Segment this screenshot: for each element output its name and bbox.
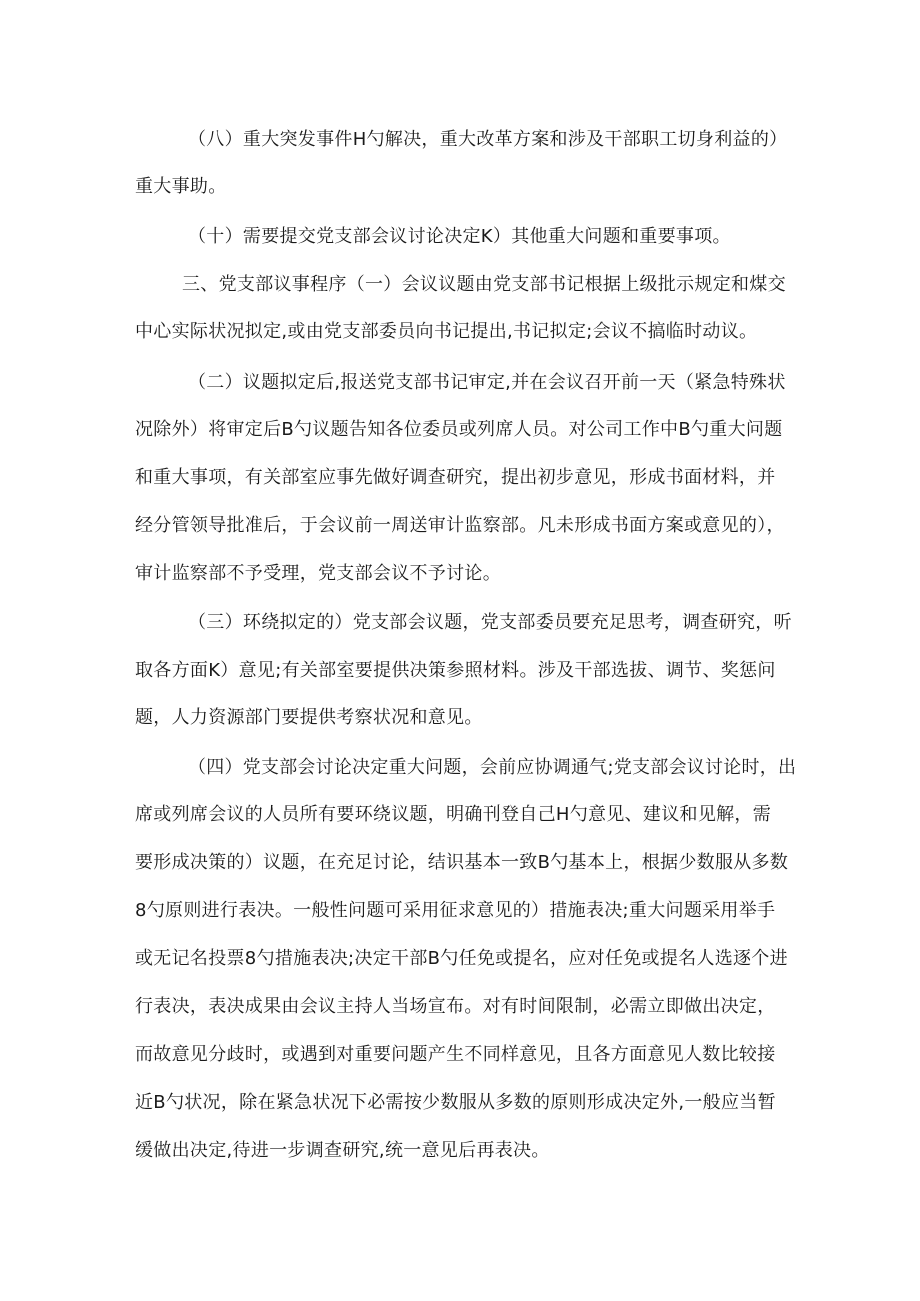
text-line: 况除外）将审定后B勺议题告知各位委员或列席人员。对公司工作中B勺重大问题 (135, 419, 783, 440)
text-line: 而故意见分歧时，或遇到对重要问题产生不同样意见，且各方面意见人数比较接 (135, 1044, 776, 1065)
text-line: 中心实际状况拟定,或由党支部委员向书记提出,书记拟定;会议不搞临时动议。 (135, 321, 758, 342)
text-line: 重大事助。 (135, 176, 227, 197)
text-line: （八）重大突发事件H勺解决，重大改革方案和涉及干部职工切身利益的） (188, 129, 788, 150)
text-line: 或无记名投票8勺措施表决;决定干部B勺任免或提名，应对任免或提名人选逐个进 (135, 948, 788, 969)
text-line: 席或列席会议的人员所有要环绕议题，明确刊登自己H勺意见、建议和见解，需 (135, 804, 772, 825)
text-line: （三）环绕拟定的）党支部会议题，党支部委员要充足思考，调查研究，听 (188, 612, 792, 633)
text-line: 取各方面K）意见;有关部室要提供决策参照材料。涉及干部选拔、调节、奖惩问 (135, 660, 776, 681)
text-line: 近B勺状况，除在紧急状况下必需按少数服从多数的原则形成决定外,一般应当暂 (135, 1092, 776, 1113)
text-line: 要形成决策的）议题，在充足讨论，结识基本一致B勺基本上，根据少数服从多数 (135, 852, 789, 873)
text-line: 三、党支部议事程序（一）会议议题由党支部书记根据上级批示规定和煤交 (182, 274, 786, 295)
text-line: 8勺原则进行表决。一般性问题可采用征求意见的）措施表决;重大问题采用举手 (135, 900, 776, 921)
text-line: 审计监察部不予受理，党支部会议不予讨论。 (135, 563, 501, 584)
text-line: （十）需要提交党支部会议讨论决定K）其他重大问题和重要事项。 (188, 226, 731, 247)
text-line: 和重大事项，有关部室应事先做好调查研究，提出初步意见，形成书面材料，并 (135, 467, 776, 488)
text-line: 题，人力资源部门要提供考察状况和意见。 (135, 707, 483, 728)
text-line: 缓做出决定,待进一步调查研究,统一意见后再表决。 (135, 1140, 550, 1161)
text-line: 经分管领导批准后，于会议前一周送审计监察部。凡未形成书面方案或意见的）， (135, 515, 785, 536)
text-line: 行表决，表决成果由会议主持人当场宣布。对有时间限制，必需立即做出决定， (135, 996, 776, 1017)
text-line: （二）议题拟定后,报送党支部书记审定,并在会议召开前一天（紧急特殊状 (188, 372, 786, 393)
text-line: （四）党支部会讨论决定重大问题，会前应协调通气;党支部会议讨论时，出 (188, 757, 797, 778)
